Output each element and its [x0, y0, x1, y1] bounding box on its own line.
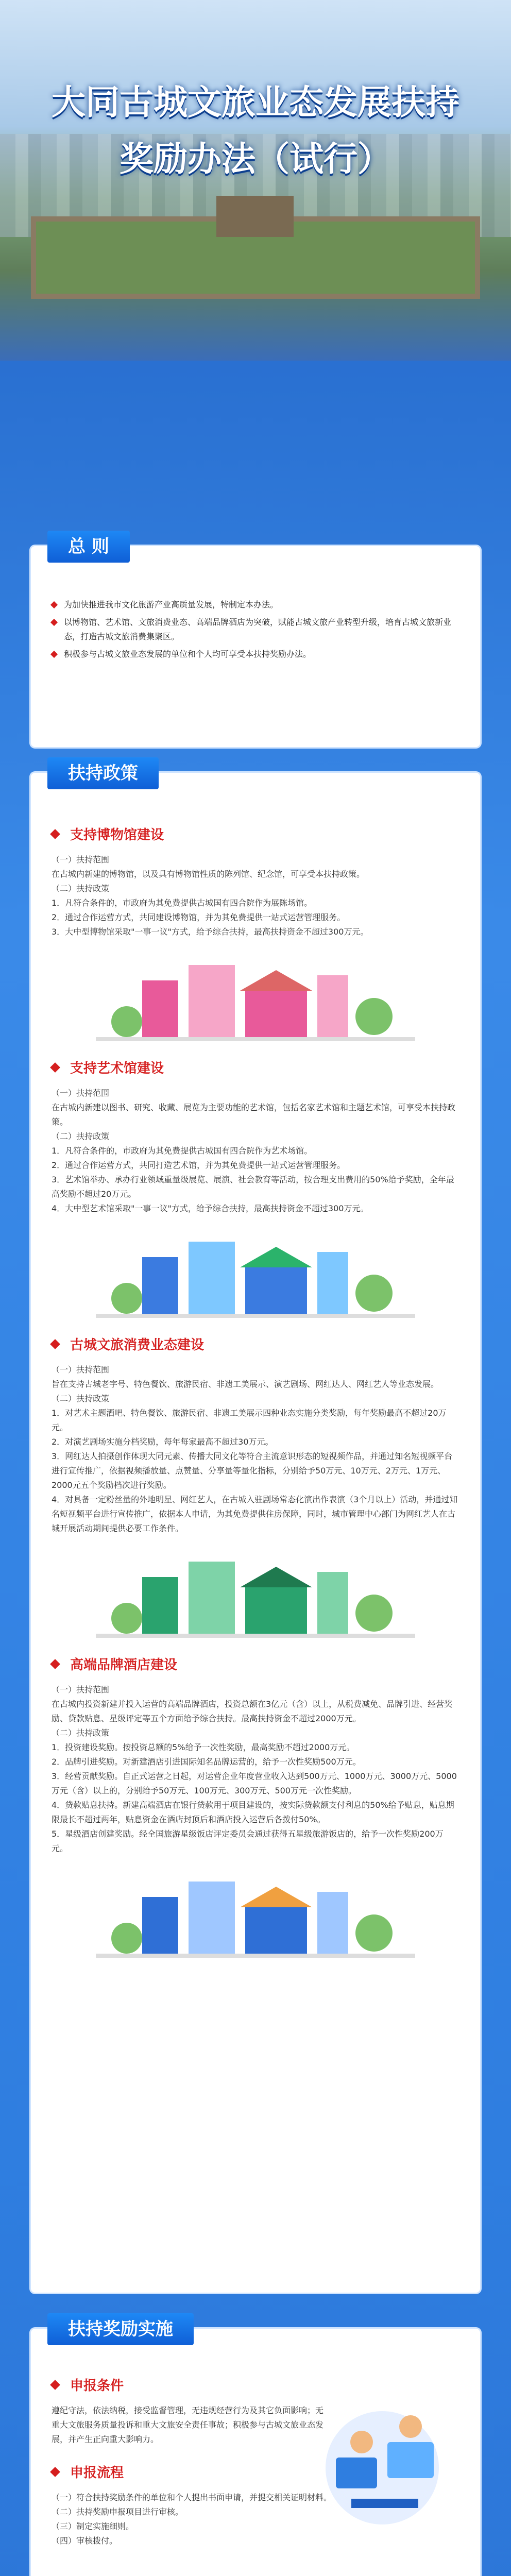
general-card	[31, 546, 480, 747]
people-illustration	[315, 2396, 449, 2530]
diamond-icon	[50, 1062, 60, 1073]
policy-section	[31, 1334, 480, 1644]
condition-subheading	[52, 2375, 480, 2394]
policy-line: 1．投资建设奖励。按投资总额的5%给予一次性奖励，最高奖励不超过2000万元。	[52, 1742, 355, 1752]
implementation-heading: 扶持奖励实施	[47, 2313, 194, 2345]
process-step: （二）扶持奖励申报项目进行审核。	[52, 2507, 184, 2517]
condition-text: 遵纪守法，依法纳税，接受监督管理，无违规经营行为及其它负面影响；无重大文旅服务质量投诉和重大文旅安全责任事故；积极参与古城文旅业态发展，并产生正向重大影响力。	[52, 2405, 324, 2444]
policy-line: 3．大中型博物馆采取"一事一议"方式，给予综合扶持，最高扶持资金不超过300万元。	[52, 927, 369, 937]
policy-card	[31, 773, 480, 2293]
policy-line: （二）扶持政策	[52, 1131, 110, 1141]
building-illustration-icon	[96, 1226, 415, 1324]
policy-subheading-text: 古城文旅消费业态建设	[70, 1337, 205, 1353]
policy-line: 在古城内新建的博物馆，以及具有博物馆性质的陈列馆、纪念馆，可享受本扶持政策。	[52, 869, 365, 879]
policy-illustration	[96, 1546, 415, 1644]
policy-heading: 扶持政策	[47, 757, 159, 789]
policy-line: 3．艺术馆举办、承办行业领域重量级展览、展演、社会教育等活动，按合理支出费用的50%给予奖励，全年最高奖励不超过20万元。	[52, 1175, 454, 1199]
diamond-bullet-icon	[50, 619, 58, 626]
policy-line: 4．大中型艺术馆采取"一事一议"方式，给予综合扶持，最高扶持资金不超过300万元。	[52, 1204, 369, 1213]
building-illustration-icon	[96, 950, 415, 1047]
policy-line: 1．凡符合条件的，市政府为其免费提供古城国有四合院作为展陈场馆。	[52, 898, 313, 908]
policy-subheading-text: 高端品牌酒店建设	[70, 1657, 178, 1673]
process-step: （一）符合扶持奖励条件的单位和个人提出书面申请，并提交相关证明材料。	[52, 2493, 332, 2502]
condition-title: 申报条件	[70, 2378, 124, 2394]
policy-line: 1．凡符合条件的，市政府为其免费提供古城国有四合院作为艺术场馆。	[52, 1146, 313, 1156]
implementation-card	[31, 2329, 480, 2576]
policy-line: 在古城内新建以图书、研究、收藏、展览为主要功能的艺术馆，包括名家艺术馆和主题艺术馆，可享受本扶持政策。	[52, 1103, 456, 1127]
policy-line: 在古城内投资新建并投入运营的高端品牌酒店，投资总额在3亿元（含）以上，从税费减免、品牌引进、经营奖励、贷款贴息、星级评定等五个方面给予综合扶持。最高扶持资金不超过2000万元。	[52, 1699, 453, 1723]
policy-section	[31, 1058, 480, 1324]
diamond-bullet-icon	[50, 601, 58, 608]
policy-line: 2．品牌引进奖励。对新建酒店引进国际知名品牌运营的，给予一次性奖励500万元。	[52, 1757, 361, 1767]
diamond-icon	[50, 1659, 60, 1669]
policy-line: 3．经营贡献奖励。自正式运营之日起，对运营企业年度营业收入达到500万元、1000万元、3000万元、5000万元（含）以上的，分别给予50万元、100万元、300万元、500万元一次性奖励。	[52, 1771, 457, 1795]
policy-illustration	[96, 950, 415, 1047]
bullet-item	[52, 598, 459, 612]
hero-banner	[0, 0, 511, 361]
policy-section	[31, 1654, 480, 1964]
policy-line: 2．对演艺剧场实施分档奖励，每年每家最高不超过30万元。	[52, 1437, 274, 1447]
policy-subheading-text: 支持艺术馆建设	[70, 1061, 164, 1076]
policy-line: （二）扶持政策	[52, 1394, 110, 1403]
process-title: 申报流程	[70, 2465, 124, 2481]
diamond-icon	[50, 2380, 60, 2390]
team-illustration-icon	[315, 2396, 449, 2530]
bullet-text: 积极参与古城文旅业态发展的单位和个人均可享受本扶持奖励办法。	[64, 649, 312, 659]
policy-line: （一）扶持范围	[52, 855, 110, 865]
policy-illustration	[96, 1866, 415, 1964]
diamond-icon	[50, 1339, 60, 1349]
process-step: （四）审核拨付。	[52, 2536, 118, 2546]
general-heading: 总 则	[47, 531, 130, 563]
policy-subheading	[52, 1654, 480, 1673]
policy-line: （一）扶持范围	[52, 1685, 110, 1694]
page-title-line2: 奖励办法（试行）	[120, 140, 391, 178]
policy-illustration	[96, 1226, 415, 1324]
policy-section	[31, 824, 480, 1047]
policy-line: 4．对具备一定粉丝量的外地明星、网红艺人，在古城入驻剧场常态化演出作表演（3个月以上）活动，并通过知名短视频平台进行宣传推广，依据本人申请，为其免费提供住房保障，同时，城市管理中心部门为网红艺人在古城开展活动期间提供必要工作条件。	[52, 1495, 458, 1533]
building-illustration-icon	[96, 1866, 415, 1964]
policy-subheading	[52, 1334, 480, 1353]
city-gate-image	[216, 196, 294, 237]
bullet-item	[52, 647, 459, 662]
policy-line: 3．网红达人拍摄创作体现大同元素、传播大同文化等符合主流意识形态的短视频作品，并通过知名短视频平台进行宣传推广，依据视频播放量、点赞量、分享量等量化指标，分别给予50万元、10万元、2万元、1万元、2000元五个奖励档次进行奖励。	[52, 1451, 453, 1490]
bullet-item	[52, 615, 459, 644]
policy-subheading	[52, 824, 480, 843]
policy-line: （二）扶持政策	[52, 884, 110, 893]
policy-line: 5．星级酒店创建奖励。经全国旅游星级饭店评定委员会通过获得五星级旅游饭店的，给予一次性奖励200万元。	[52, 1829, 444, 1853]
policy-line: （一）扶持范围	[52, 1365, 110, 1375]
process-step: （三）制定实施细则。	[52, 2521, 134, 2531]
diamond-icon	[50, 829, 60, 839]
policy-line: 4．贷款贴息扶持。新建高端酒店在银行贷款用于项目建设的，按实际贷款额支付利息的50%给予贴息，贴息期限最长不超过两年，贴息资金在酒店封顶后和酒店投入运营后各拨付50%。	[52, 1800, 454, 1824]
policy-line: 2．通过合作运营方式，共同建设博物馆，并为其免费提供一站式运营管理服务。	[52, 912, 346, 922]
diamond-bullet-icon	[50, 651, 58, 658]
policy-line: 1．对艺术主题酒吧、特色餐饮、旅游民宿、非遗工美展示四种业态实施分类奖励，每年奖励最高不超过20万元。	[52, 1408, 447, 1432]
policy-subheading-text: 支持博物馆建设	[70, 827, 164, 843]
policy-subheading	[52, 1058, 480, 1077]
building-illustration-icon	[96, 1546, 415, 1644]
bullet-text: 为加快推进我市文化旅游产业高质量发展，特制定本办法。	[64, 600, 279, 609]
policy-line: 2．通过合作运营方式，共同打造艺术馆，并为其免费提供一站式运营管理服务。	[52, 1160, 346, 1170]
diamond-icon	[50, 2467, 60, 2477]
policy-line: （二）扶持政策	[52, 1728, 110, 1738]
policy-line: 旨在支持古城老字号、特色餐饮、旅游民宿、非遗工美展示、演艺剧场、网红达人、网红艺人等业态发展。	[52, 1379, 439, 1389]
bullet-text: 以博物馆、艺术馆、文旅消费业态、高端品牌酒店为突破，赋能古城文旅产业转型升级，培育古城文旅新业态，打造古城文旅消费集聚区。	[64, 617, 452, 641]
page-title-line1: 大同古城文旅业态发展扶持	[52, 83, 459, 121]
policy-line: （一）扶持范围	[52, 1088, 110, 1098]
